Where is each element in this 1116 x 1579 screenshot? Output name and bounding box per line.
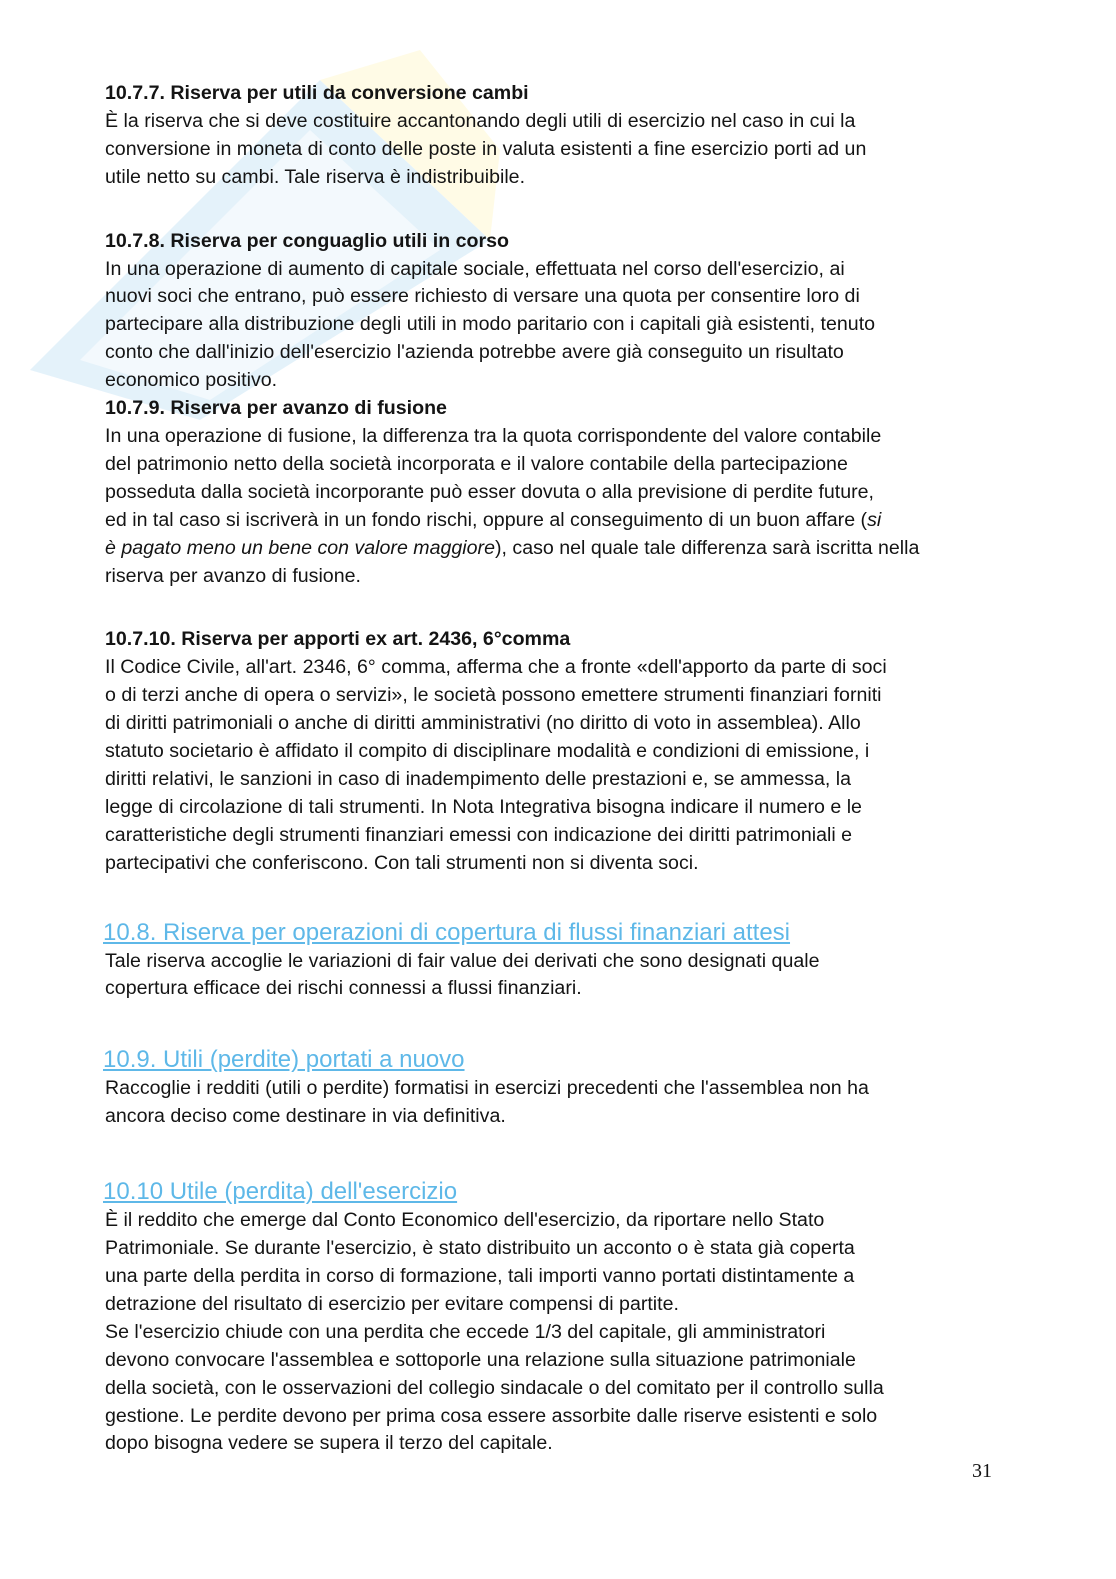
paragraph-line: diritti relativi, le sanzioni in caso di inadempimento delle prestazioni e, se ammessa, la bbox=[105, 767, 852, 790]
paragraph-line bbox=[105, 535, 1005, 563]
paragraph-line: ancora deciso come destinare in via definitiva. bbox=[105, 1105, 506, 1128]
paragraph-line: o di terzi anche di opera o servizi», le società possono emettere strumenti finanziari forniti bbox=[105, 684, 882, 707]
paragraph-line: copertura efficace dei rischi connessi a flussi finanziari. bbox=[105, 977, 582, 1000]
paragraph-line: utile netto su cambi. Tale riserva è indistribuibile. bbox=[105, 165, 526, 188]
paragraph-line: Raccoglie i redditi (utili o perdite) formatisi in esercizi precedenti che l'assemblea non ha bbox=[105, 1077, 869, 1100]
paragraph-line: È il reddito che emerge dal Conto Economico dell'esercizio, da riportare nello Stato bbox=[105, 1209, 825, 1232]
paragraph-line: conversione in moneta di conto delle poste in valuta esistenti a fine esercizio porti ad un bbox=[105, 137, 867, 160]
paragraph-line: gestione. Le perdite devono per prima cosa essere assorbite dalle riserve esistenti e solo bbox=[105, 1404, 878, 1427]
paragraph-line: In una operazione di fusione, la differenza tra la quota corrispondente del valore contabile bbox=[105, 424, 882, 447]
section-heading-10-7-8: 10.7.8. Riserva per conguaglio utili in corso bbox=[105, 229, 509, 252]
paragraph-line: Il Codice Civile, all'art. 2346, 6° comma, afferma che a fronte «dell'apporto da parte di soci bbox=[105, 656, 887, 679]
paragraph-line: Patrimoniale. Se durante l'esercizio, è stato distribuito un acconto o è stata già coperta bbox=[105, 1237, 855, 1260]
italic-text: è pagato meno un bene con valore maggiore bbox=[105, 536, 495, 559]
paragraph-line: una parte della perdita in corso di formazione, tali importi vanno portati distintamente a bbox=[105, 1265, 855, 1287]
paragraph-line: di diritti patrimoniali o anche di diritti amministrativi (no diritto di voto in assemblea). Allo bbox=[105, 712, 861, 735]
text-run: ed in tal caso si iscriverà in un fondo rischi, oppure al conseguimento di un buon affare ( bbox=[105, 508, 868, 531]
paragraph-line: partecipare alla distribuzione degli utili in modo paritario con i capitali già esistenti, tenuto bbox=[105, 313, 876, 336]
page-number: 31 bbox=[972, 1460, 992, 1482]
paragraph-line: devono convocare l'assemblea e sottoporle una relazione sulla situazione patrimoniale bbox=[105, 1348, 856, 1371]
section-heading-10-10[interactable]: 10.10 Utile (perdita) dell'esercizio bbox=[103, 1178, 458, 1206]
italic-text: si bbox=[867, 508, 882, 531]
page-content bbox=[105, 80, 1005, 1458]
paragraph-line: riserva per avanzo di fusione. bbox=[105, 564, 361, 587]
paragraph-line: Tale riserva accoglie le variazioni di fair value dei derivati che sono designati quale bbox=[105, 949, 820, 972]
section-heading-10-9[interactable]: 10.9. Utili (perdite) portati a nuovo bbox=[103, 1046, 465, 1074]
paragraph-line: È la riserva che si deve costituire accantonando degli utili di esercizio nel caso in cui la bbox=[105, 109, 856, 132]
paragraph-line: economico positivo. bbox=[105, 369, 278, 392]
paragraph-line: Se l'esercizio chiude con una perdita che eccede 1/3 del capitale, gli amministratori bbox=[105, 1320, 826, 1343]
paragraph-line: della società, con le osservazioni del collegio sindacale o del comitato per il controllo sulla bbox=[105, 1376, 884, 1399]
paragraph-line: caratteristiche degli strumenti finanziari emessi con indicazione dei diritti patrimoniali e bbox=[105, 823, 853, 846]
paragraph-line: In una operazione di aumento di capitale sociale, effettuata nel corso dell'esercizio, ai bbox=[105, 257, 845, 280]
paragraph-line: nuovi soci che entrano, può essere richiesto di versare una quota per consentire loro di bbox=[105, 285, 860, 308]
paragraph-line: legge di circolazione di tali strumenti. In Nota Integrativa bisogna indicare il numero e le bbox=[105, 795, 862, 818]
paragraph-line: conto che dall'inizio dell'esercizio l'azienda potrebbe avere già conseguito un risultato bbox=[105, 341, 844, 364]
paragraph-line: detrazione del risultato di esercizio per evitare compensi di partite. bbox=[105, 1292, 679, 1315]
paragraph-line: partecipativi che conferiscono. Con tali strumenti non si diventa soci. bbox=[105, 851, 699, 874]
section-heading-10-7-10: 10.7.10. Riserva per apporti ex art. 2436, 6°comma bbox=[105, 628, 571, 651]
paragraph-line: dopo bisogna vedere se supera il terzo del capitale. bbox=[105, 1432, 553, 1455]
text-run: ), caso nel quale tale differenza sarà iscritta nella bbox=[494, 536, 920, 559]
paragraph-line: del patrimonio netto della società incorporata e il valore contabile della partecipazione bbox=[105, 452, 848, 475]
section-heading-10-7-9: 10.7.9. Riserva per avanzo di fusione bbox=[105, 397, 447, 420]
section-heading-10-7-7: 10.7.7. Riserva per utili da conversione cambi bbox=[105, 82, 529, 104]
paragraph-line: statuto societario è affidato il compito di disciplinare modalità e condizioni di emissione, i bbox=[105, 740, 870, 763]
paragraph-line bbox=[105, 507, 1005, 535]
paragraph-line: posseduta dalla società incorporante può esser dovuta o alla previsione di perdite future, bbox=[105, 480, 874, 503]
section-heading-10-8[interactable]: 10.8. Riserva per operazioni di copertura di flussi finanziari attesi bbox=[103, 918, 791, 946]
